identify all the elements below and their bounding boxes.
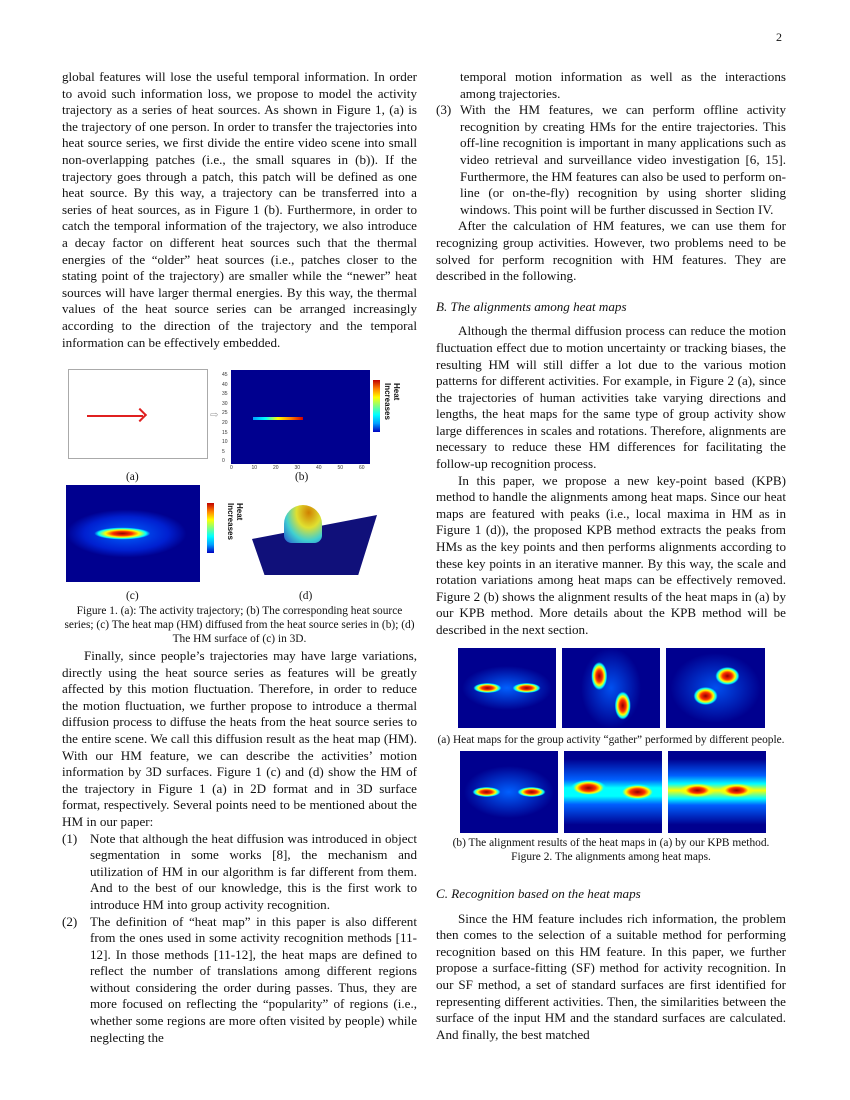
heat-map — [562, 648, 660, 728]
colorbar — [207, 503, 214, 553]
aligned-heat-map — [460, 751, 558, 833]
left-column-top — [62, 69, 417, 351]
subfig-label-a: (a) — [126, 471, 139, 483]
y-tick-label: 25 — [222, 410, 228, 417]
y-tick-label: 10 — [222, 439, 228, 446]
y-tick-label: 40 — [222, 381, 228, 388]
colorbar-label: Heat Increases — [226, 503, 244, 540]
arrow-icon: ⇨ — [210, 410, 219, 421]
heat-map — [458, 648, 556, 728]
y-tick-label: 30 — [222, 400, 228, 407]
heat-source-series — [253, 417, 303, 420]
list-item — [62, 914, 417, 1047]
paragraph: global features will lose the useful temporal information. In order to avoid such information loss, we propose to model the activity trajectory as a series of heat sources. As shown in Figure 1, (a) is the trajectory of one person. In order to transfer the trajectories into heat source series, we first divide the entire video scene into small non-overlapping patches (i.e., the small squares in (b)). If the trajectory goes through a patch, this patch will be defined as one heat source. By this way, a trajectory can be transferred into a series of heat sources, as in Figure 1 (b). Furthermore, in order to catch the temporal information of the trajectory, we also introduce a decay factor on different heat sources such that the thermal energies of the “older” heat sources (i.e., patches closer to the stating point of the trajectory) are smaller while the “newer” heat sources will have larger thermal energies. By this way, the thermal values of the heat source series can be arranged increasingly according to the direction of the trajectory and the temporal information can be effectively embedded. — [62, 69, 417, 350]
list-number: (1) — [62, 830, 78, 846]
paragraph: Since the HM feature includes rich information, the problem then comes to the selection of a suitable method for performing recognition based on this HM feature. In this paper, we further propose a surface-fitting (SF) method for activity recognition. In our SF method, a set of standard surfaces are first identified for representing different activities. Then, the similarities between the surface of the input HM and the standard surfaces are calculated. And finally, the best matched — [436, 910, 786, 1042]
y-tick-label: 20 — [222, 420, 228, 426]
y-tick-label: 35 — [222, 391, 228, 398]
list-text: The definition of “heat map” in this paper is also different from the ones used in some activity recognition methods [11-12]. In those methods [11-12], the heat maps are defined to reflect the number of translations among different regions without considering the order during passes. Thus, they are more focused on reflecting the “popularity” of regions (i.e., whether some regions are more often visited by people) while neglecting the — [90, 913, 417, 1045]
subfig-label-b: (b) — [295, 471, 309, 483]
list-text: Note that although the heat diffusion was introduced in object segmentation in some works [8], the mechanism and utilization of HM in our algorithm is far different from them. And to the best of our knowledge, this is the first work to introduce HM into group activity recognition. — [90, 830, 417, 912]
heat-source-plot — [231, 370, 370, 464]
y-tick-label: 0 — [222, 458, 225, 465]
page-number: 2 — [776, 30, 782, 44]
list-text: With the HM features, we can perform offline activity recognition by creating HMs for the entire trajectories. This off-line recognition is important in many applications such as video retrieval and surveillance video investigation [6, 15]. Furthermore, the HM features can also be used to perform on-line (or on-the-fly) recognition by using shorter sliding windows. This point will be further discussed in Section IV. — [460, 102, 786, 217]
figure-2b-caption: (b) The alignment results of the heat maps in (a) by our KPB method. — [452, 837, 770, 849]
figure-1-caption: Figure 1. (a): The activity trajectory; (b) The corresponding heat source series; (c) The heat map (HM) diffused from the heat source series in (b); (d) The HM surface of (c) in 3D. — [64, 605, 415, 645]
aligned-heat-map — [564, 751, 662, 833]
y-tick-label: 5 — [222, 448, 225, 455]
paragraph: Finally, since people’s trajectories may have large variations, directly using the heat source series as features will be greatly affected by this motion fluctuation. Therefore, in order to reduce the motion fluctuation, we further propose to introduce a thermal diffusion process to diffuse the heats from the heat source series to the entire scene. We call this diffusion result as the heat map (HM). With our HM feature, we can describe the activities’ motion information by 3D surfaces. Figure 1 (c) and (d) show the HM of the trajectory in Figure 1 (a) in 2D format and in 3D surface format, respectively. Several points need to be mentioned about the HM in our paper: — [62, 648, 417, 829]
y-tick-label: 45 — [222, 372, 228, 378]
colorbar — [373, 380, 380, 432]
x-tick-label: 40 — [316, 465, 322, 471]
x-tick-label: 60 — [359, 465, 365, 471]
list-number: (3) — [436, 102, 452, 118]
paragraph: In this paper, we propose a new key-point based (KPB) method to handle the alignments among heat maps. Since our heat maps are featured with peaks (i.e., local maxima in HM as in Figure 1 (d)), the proposed KPB method extracts the peaks from HMs as the key points and then performs alignments according to these key points in an iterative manner. By this way, the scale and rotation variations among heat maps can be effectively removed. Figure 2 (b) shows the alignment results of the heat maps in (a) by our KPB method. More details about the KPB method will be described in the next section. — [436, 472, 786, 637]
x-tick-label: 50 — [337, 465, 344, 471]
paragraph: Although the thermal diffusion process can reduce the motion fluctuation effect due to motion uncertainty or tracking biases, the resulting HM will still differ a lot due to the various motion patterns for different activities. For example, in Figure 2 (a), since the trajectories of human activities take varying directions and lengths, the heat maps for the same type of group activity show large differences in scales and rotations. Therefore, alignments are necessary to reduce these HM differences for facilitating the follow-up recognition process. — [436, 323, 786, 472]
left-column-bottom — [62, 648, 417, 1046]
section-heading-c: C. Recognition based on the heat maps — [436, 886, 641, 901]
heat-map — [666, 648, 765, 728]
trajectory-panel — [68, 369, 208, 459]
colorbar-label: Heat Increases — [383, 383, 401, 420]
subfig-label-d: (d) — [299, 590, 313, 602]
section-heading-b: B. The alignments among heat maps — [436, 298, 627, 314]
x-tick-label: 30 — [294, 465, 301, 471]
x-tick-label: 0 — [230, 465, 233, 471]
right-column-bottom — [436, 872, 786, 1043]
list-item — [436, 102, 786, 218]
figure-2-caption: Figure 2. The alignments among heat maps. — [511, 851, 711, 863]
list-item — [62, 831, 417, 914]
paragraph: After the calculation of HM features, we can use them for recognizing group activities. However, two problems need to be solved for perform recognition with HM features. They are described in the following. — [436, 218, 786, 284]
heat-peak — [284, 505, 322, 543]
x-tick-label: 10 — [251, 465, 258, 471]
right-column-top — [436, 69, 786, 639]
x-tick-label: 20 — [273, 465, 279, 471]
heat-map-2d — [66, 485, 200, 582]
list-continuation: temporal motion information as well as the interactions among trajectories. — [460, 69, 786, 101]
list-number: (2) — [62, 913, 78, 929]
figure-2a-caption: (a) Heat maps for the group activity “gather” performed by different people. — [437, 734, 785, 746]
y-tick-label: 15 — [222, 429, 228, 436]
arrowhead-icon — [133, 408, 147, 422]
subfig-label-c: (c) — [126, 590, 139, 602]
aligned-heat-map — [668, 751, 766, 833]
